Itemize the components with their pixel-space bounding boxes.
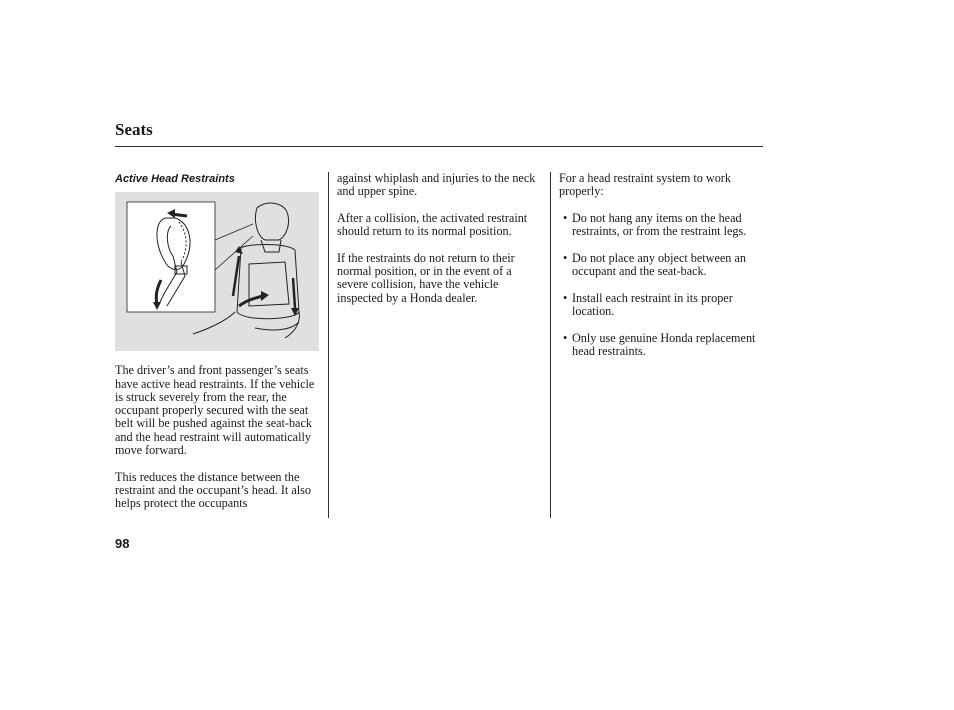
column-3 bbox=[559, 172, 765, 371]
subheading: Active Head Restraints bbox=[115, 173, 235, 185]
section-title: Seats bbox=[115, 120, 153, 139]
seat-diagram bbox=[115, 192, 319, 351]
list-item bbox=[559, 292, 765, 319]
paragraph: After a collision, the activated restraint should return to its normal position. bbox=[337, 210, 528, 239]
paragraph: If the restraints do not return to their normal position, or in the event of a severe collision, have the vehicle inspected by a Honda dealer. bbox=[337, 250, 515, 305]
title-divider bbox=[115, 146, 763, 147]
list-item-text: Install each restraint in its proper location. bbox=[572, 290, 733, 318]
paragraph: The driver’s and front passenger’s seats have active head restraints. If the vehicle is struck severely from the rear, the occupant properly secured with the seat belt will be pushed against the seat-back and the head restraint will automatically move forward. bbox=[115, 363, 315, 458]
list-item-text: Do not hang any items on the head restraints, or from the restraint legs. bbox=[572, 210, 747, 239]
list-item-text: Do not place any object between an occupant and the seat-back. bbox=[572, 250, 746, 279]
paragraph: This reduces the distance between the restraint and the occupant’s head. It also helps protect the occupants bbox=[115, 469, 311, 511]
column-1 bbox=[115, 172, 323, 524]
column-2 bbox=[337, 172, 542, 318]
list-item bbox=[559, 212, 765, 239]
intro-paragraph: For a head restraint system to work properly: bbox=[559, 171, 731, 199]
bullet-icon: • bbox=[563, 290, 568, 305]
list-item-text: Only use genuine Honda replacement head restraints. bbox=[572, 330, 756, 358]
paragraph: against whiplash and injuries to the neck and upper spine. bbox=[337, 171, 536, 199]
list-item bbox=[559, 332, 765, 359]
column-divider bbox=[328, 172, 329, 518]
bullet-icon: • bbox=[563, 330, 568, 345]
column-divider bbox=[550, 172, 551, 518]
page-number: 98 bbox=[115, 536, 130, 551]
list-item bbox=[559, 252, 765, 279]
bullet-icon: • bbox=[563, 210, 568, 225]
bullet-list bbox=[559, 212, 765, 358]
bullet-icon: • bbox=[563, 250, 568, 265]
head-restraint-illustration bbox=[115, 192, 319, 351]
